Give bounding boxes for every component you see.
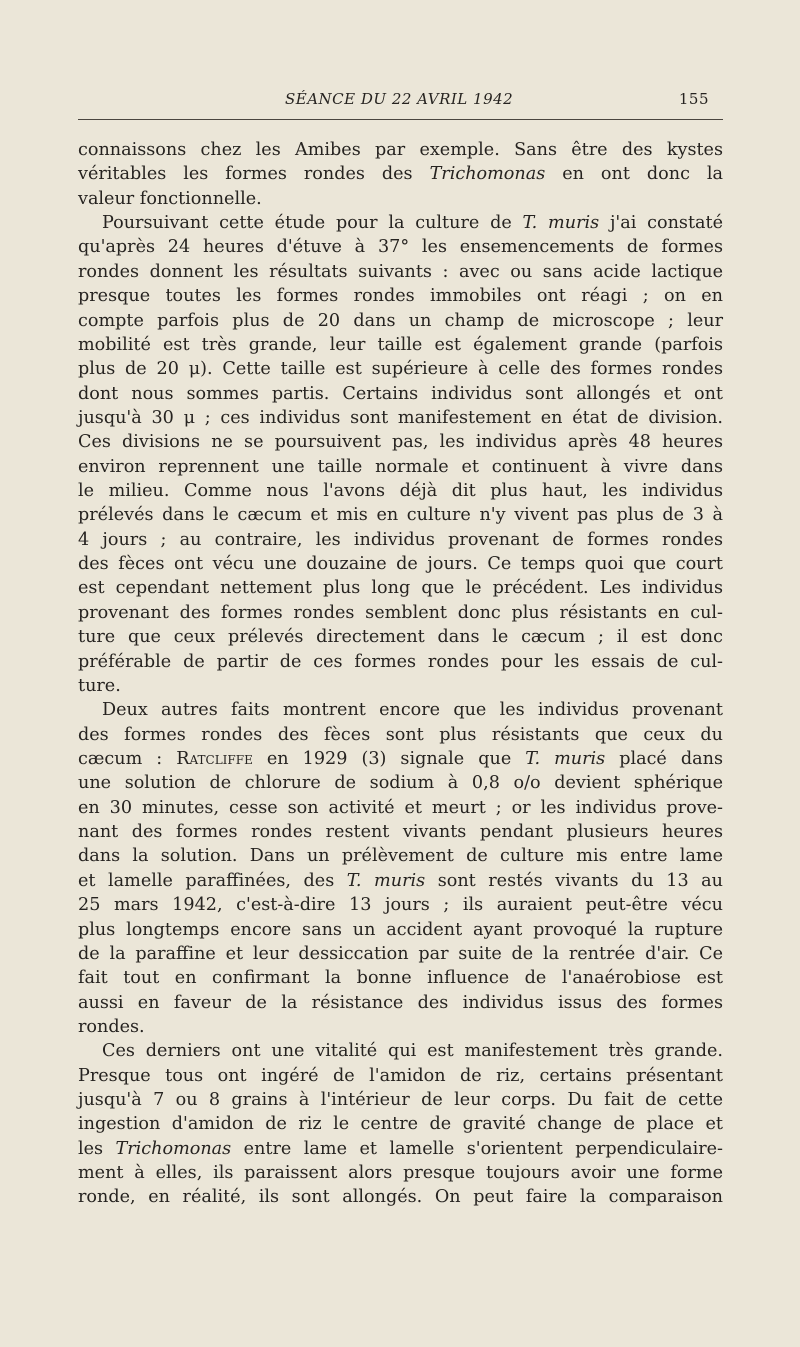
text-segment: aussi en faveur de la résistance des individus issus des formes — [78, 992, 723, 1013]
text-segment: en ont donc la — [545, 164, 724, 185]
text-line — [78, 235, 723, 259]
text-line — [78, 333, 723, 357]
page-number: 155 — [678, 90, 709, 108]
text-segment: véritables les formes rondes des — [78, 164, 430, 185]
text-line — [78, 1088, 723, 1112]
text-segment: Ces divisions ne se poursuivent pas, les individus après 48 heures — [78, 432, 723, 453]
text-line — [78, 162, 723, 186]
text-segment: jusqu'à 30 μ ; ces individus sont manifestement en état de division. — [78, 407, 723, 428]
text-segment: placé dans — [605, 748, 723, 769]
text-segment: Presque tous ont ingéré de l'amidon de riz, certains présentant — [78, 1065, 723, 1086]
text-line — [78, 357, 723, 381]
text-line — [78, 406, 723, 430]
text-segment: cæcum : — [78, 748, 177, 769]
text-line — [78, 796, 723, 820]
text-segment: sont restés vivants du 13 au — [425, 870, 723, 891]
text-segment: j'ai constaté — [599, 213, 723, 234]
text-line — [78, 820, 723, 844]
text-segment: en 30 minutes, cesse son activité et meurt ; or les individus prove- — [78, 797, 723, 818]
text-line — [78, 552, 723, 576]
text-line — [78, 918, 723, 942]
text-line — [78, 601, 723, 625]
text-line — [78, 528, 723, 552]
text-line — [78, 698, 723, 722]
author-name: Ratcliffe — [176, 748, 253, 769]
text-segment: nant des formes rondes restent vivants pendant plusieurs heures — [78, 822, 723, 843]
text-line — [78, 576, 723, 600]
text-segment: ronde, en réalité, ils sont allongés. On peut faire la comparaison — [78, 1187, 723, 1208]
text-line — [78, 382, 723, 406]
text-segment: 4 jours ; au contraire, les individus provenant de formes rondes — [78, 529, 723, 550]
text-segment: valeur fonctionnelle. — [78, 188, 262, 209]
text-line — [78, 893, 723, 917]
text-segment: le milieu. Comme nous l'avons déjà dit plus haut, les individus — [78, 481, 723, 502]
text-line — [78, 1185, 723, 1209]
text-segment: est cependant nettement plus long que le précédent. Les individus — [78, 578, 723, 599]
page-header — [78, 90, 723, 114]
text-segment: connaissons chez les Amibes par exemple. Sans être des kystes — [78, 140, 723, 160]
text-line — [78, 991, 723, 1015]
italic-text: Trichomonas — [429, 164, 546, 185]
body-text — [78, 138, 723, 1210]
text-line — [78, 771, 723, 795]
text-line — [78, 1064, 723, 1088]
text-line — [78, 260, 723, 284]
text-segment: préférable de partir de ces formes rondes pour les essais de cul- — [78, 651, 723, 672]
text-line — [78, 309, 723, 333]
text-line — [78, 869, 723, 893]
text-segment: environ reprennent une taille normale et continuent à vivre dans — [78, 456, 723, 477]
text-segment: une solution de chlorure de sodium à 0,8 o/o devient sphérique — [78, 773, 723, 794]
text-segment: entre lame et lamelle s'orientent perpendiculaire- — [231, 1138, 723, 1159]
text-segment: Ces derniers ont une vitalité qui est manifestement très grande. — [102, 1041, 723, 1062]
text-segment: en 1929 (3) signale que — [252, 748, 526, 769]
text-segment: 25 mars 1942, c'est-à-dire 13 jours ; ils auraient peut-être vécu — [78, 895, 723, 916]
text-segment: de la paraffine et leur dessiccation par suite de la rentrée d'air. Ce — [78, 943, 723, 964]
text-segment: presque toutes les formes rondes immobiles ont réagi ; on en — [78, 286, 723, 307]
text-line — [78, 479, 723, 503]
text-line — [78, 1039, 723, 1063]
italic-text: Trichomonas — [115, 1138, 232, 1159]
text-segment: rondes. — [78, 1016, 145, 1037]
text-line — [78, 503, 723, 527]
text-line — [78, 844, 723, 868]
text-segment: dont nous sommes partis. Certains individus sont allongés et ont — [78, 383, 723, 404]
text-segment: jusqu'à 7 ou 8 grains à l'intérieur de leur corps. Du fait de cette — [78, 1090, 723, 1111]
text-segment: plus de 20 μ). Cette taille est supérieure à celle des formes rondes — [78, 359, 723, 380]
text-line — [78, 211, 723, 235]
text-line — [78, 942, 723, 966]
text-segment: des formes rondes des fèces sont plus résistants que ceux du — [78, 724, 723, 745]
text-line — [78, 1015, 723, 1039]
text-line — [78, 455, 723, 479]
text-segment: des fèces ont vécu une douzaine de jours. Ce temps quoi que court — [78, 554, 723, 575]
italic-text: T. muris — [522, 213, 600, 234]
text-segment: dans la solution. Dans un prélèvement de culture mis entre lame — [78, 846, 723, 867]
text-line — [78, 1112, 723, 1136]
text-segment: rondes donnent les résultats suivants : avec ou sans acide lactique — [78, 261, 723, 282]
text-line — [78, 966, 723, 990]
text-segment: qu'après 24 heures d'étuve à 37° les ensemencements de formes — [78, 237, 723, 258]
text-segment: et lamelle paraffinées, des — [78, 870, 347, 891]
text-line — [78, 1137, 723, 1161]
text-line — [78, 430, 723, 454]
text-segment: ingestion d'amidon de riz le centre de gravité change de place et — [78, 1114, 723, 1135]
text-segment: ture. — [78, 675, 121, 696]
text-segment: ment à elles, ils paraissent alors presque toujours avoir une forme — [78, 1163, 723, 1184]
text-segment: Deux autres faits montrent encore que les individus provenant — [102, 700, 723, 721]
text-segment: les — [78, 1138, 116, 1159]
text-line — [78, 747, 723, 771]
text-segment: compte parfois plus de 20 dans un champ de microscope ; leur — [78, 310, 723, 331]
text-segment: plus longtemps encore sans un accident ayant provoqué la rupture — [78, 919, 723, 940]
text-line — [78, 650, 723, 674]
text-line — [78, 187, 723, 211]
text-segment: prélevés dans le cæcum et mis en culture n'y vivent pas plus de 3 à — [78, 505, 723, 526]
text-segment: provenant des formes rondes semblent donc plus résistants en cul- — [78, 602, 723, 623]
italic-text: T. muris — [525, 748, 606, 769]
text-segment: fait tout en confirmant la bonne influence de l'anaérobiose est — [78, 968, 723, 989]
text-line — [78, 284, 723, 308]
text-line — [78, 1161, 723, 1185]
running-title: SÉANCE DU 22 AVRIL 1942 — [285, 90, 514, 108]
text-segment: ture que ceux prélevés directement dans le cæcum ; il est donc — [78, 627, 723, 648]
text-segment: Poursuivant cette étude pour la culture de — [102, 213, 523, 234]
text-line — [78, 138, 723, 162]
text-segment: mobilité est très grande, leur taille est également grande (parfois — [78, 334, 723, 355]
text-line — [78, 723, 723, 747]
text-line — [78, 625, 723, 649]
text-line — [78, 674, 723, 698]
header-rule — [78, 119, 723, 120]
italic-text: T. muris — [346, 870, 426, 891]
